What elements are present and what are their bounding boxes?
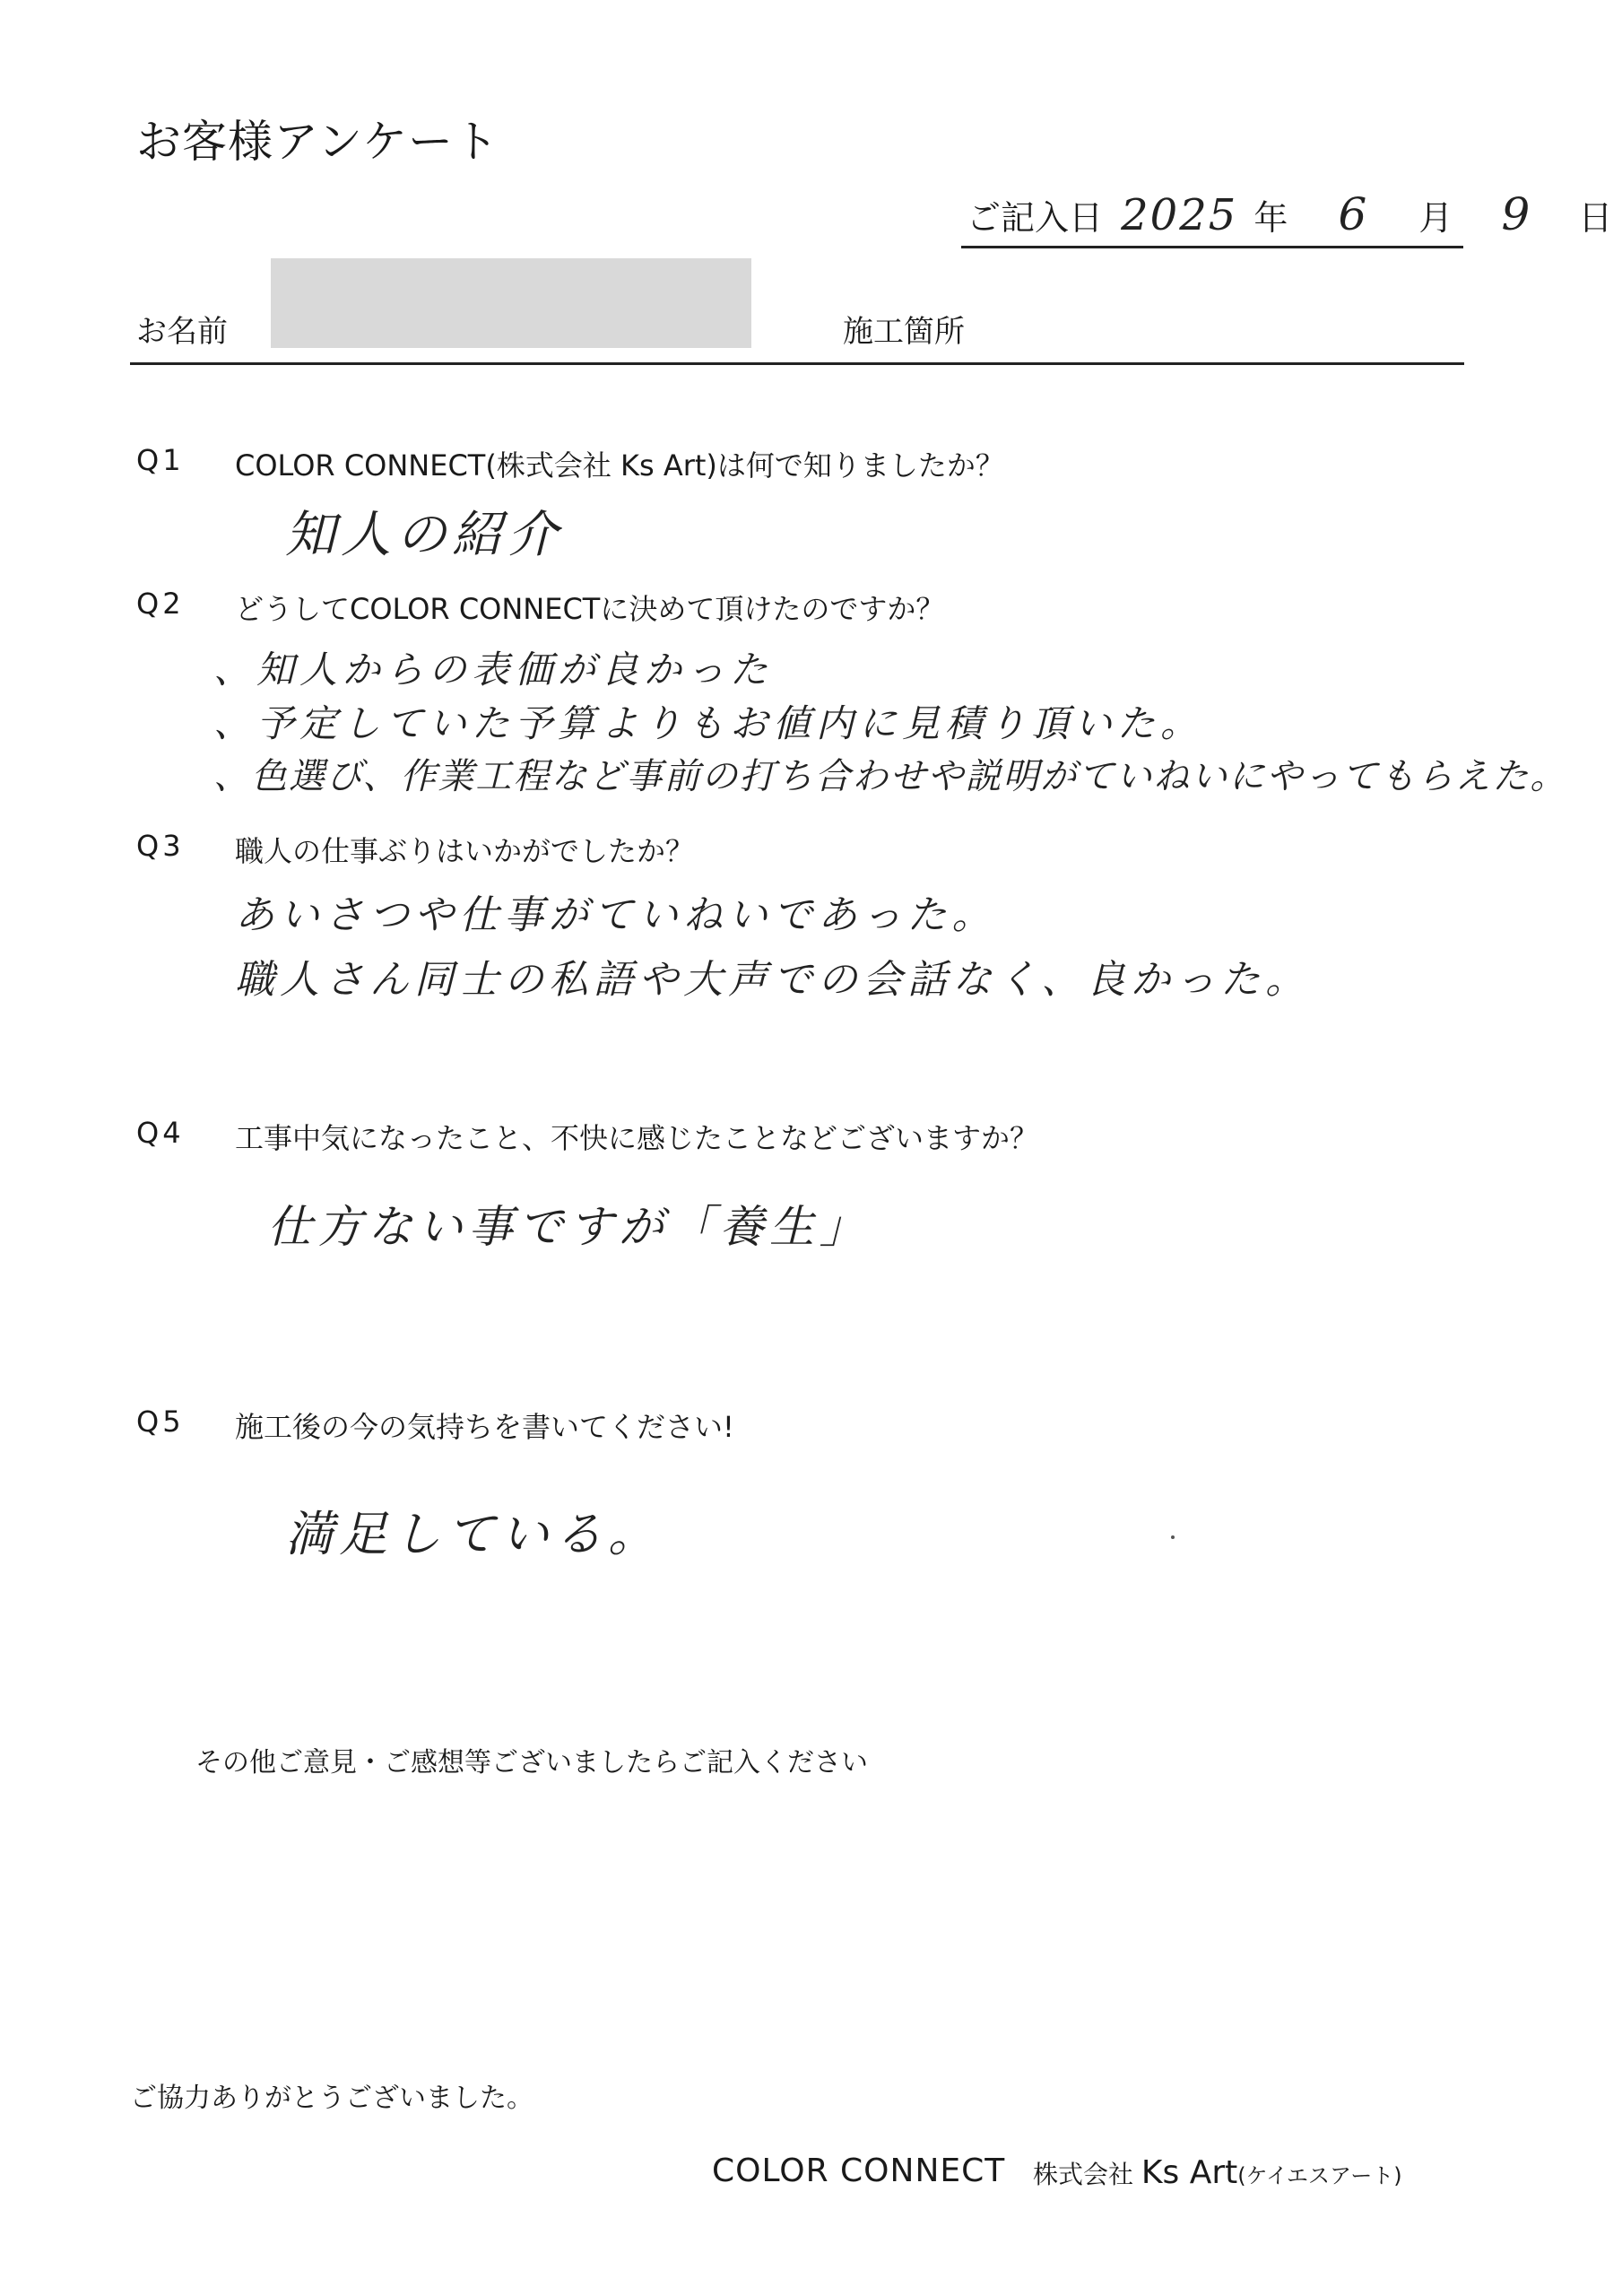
- thanks-message: ご協力ありがとうございました。: [130, 2083, 533, 2114]
- q1-number: Q1: [136, 443, 185, 477]
- date-day-unit: 日: [1578, 198, 1613, 238]
- q5-question: 施工後の今の気持ちを書いてください!: [235, 1410, 734, 1444]
- q3-number: Q3: [136, 829, 185, 863]
- q4-number: Q4: [136, 1116, 185, 1150]
- page-title: お客様アンケート: [136, 116, 499, 168]
- date-month-unit: 月: [1418, 198, 1453, 238]
- date-month: 6: [1338, 188, 1367, 240]
- footer-brand: COLOR CONNECT: [712, 2152, 1006, 2189]
- entry-date: [967, 188, 1612, 240]
- stray-mark: [1171, 1535, 1175, 1539]
- company-reading: (ケイエスアート): [1237, 2163, 1402, 2188]
- q3-answer-line: 職人さん同士の私語や大声での会話なく、良かった。: [235, 957, 1311, 1003]
- company-prefix: 株式会社: [1033, 2160, 1134, 2189]
- q4-question: 工事中気になったこと、不快に感じたことなどございますか？: [235, 1121, 1039, 1155]
- date-underline: [961, 246, 1463, 248]
- name-label: お名前: [136, 314, 228, 350]
- q5-answer: 満足している。: [285, 1506, 662, 1562]
- redacted-name: [271, 258, 751, 348]
- q2-question: どうしてCOLOR CONNECTに決めて頂けたのですか？: [235, 592, 945, 626]
- q3-question: 職人の仕事ぶりはいかがでしたか？: [235, 834, 695, 868]
- other-comments-label: その他ご意見・ご感想等ございましたらご記入ください: [195, 1747, 868, 1779]
- location-label: 施工箇所: [843, 314, 965, 350]
- q2-answer-line: 、知人からの表価が良かった: [213, 648, 774, 691]
- q4-answer: 仕方ない事ですが「養生」: [267, 1201, 870, 1253]
- date-year-unit: 年: [1253, 198, 1288, 238]
- date-label: ご記入日: [967, 198, 1104, 238]
- date-day: 9: [1501, 188, 1531, 240]
- name-underline: [130, 362, 1464, 365]
- date-year: 2025: [1121, 190, 1238, 240]
- q1-answer: 知人の紹介: [285, 506, 563, 564]
- q3-answer-line: あいさつや仕事がていねいであった。: [235, 892, 997, 938]
- company-name: Ks Art: [1141, 2154, 1238, 2191]
- q1-question: COLOR CONNECT(株式会社 Ks Art)は何で知りましたか？: [235, 448, 1004, 483]
- q2-answer-line: 、色選び、作業工程など事前の打ち合わせや説明がていねいにやってもらえた。: [213, 756, 1568, 797]
- q2-answer-line: 、予定していた予算よりもお値内に見積り頂いた。: [213, 701, 1204, 745]
- q2-number: Q2: [136, 587, 185, 621]
- q5-number: Q5: [136, 1405, 185, 1439]
- footer-company: [1033, 2154, 1402, 2191]
